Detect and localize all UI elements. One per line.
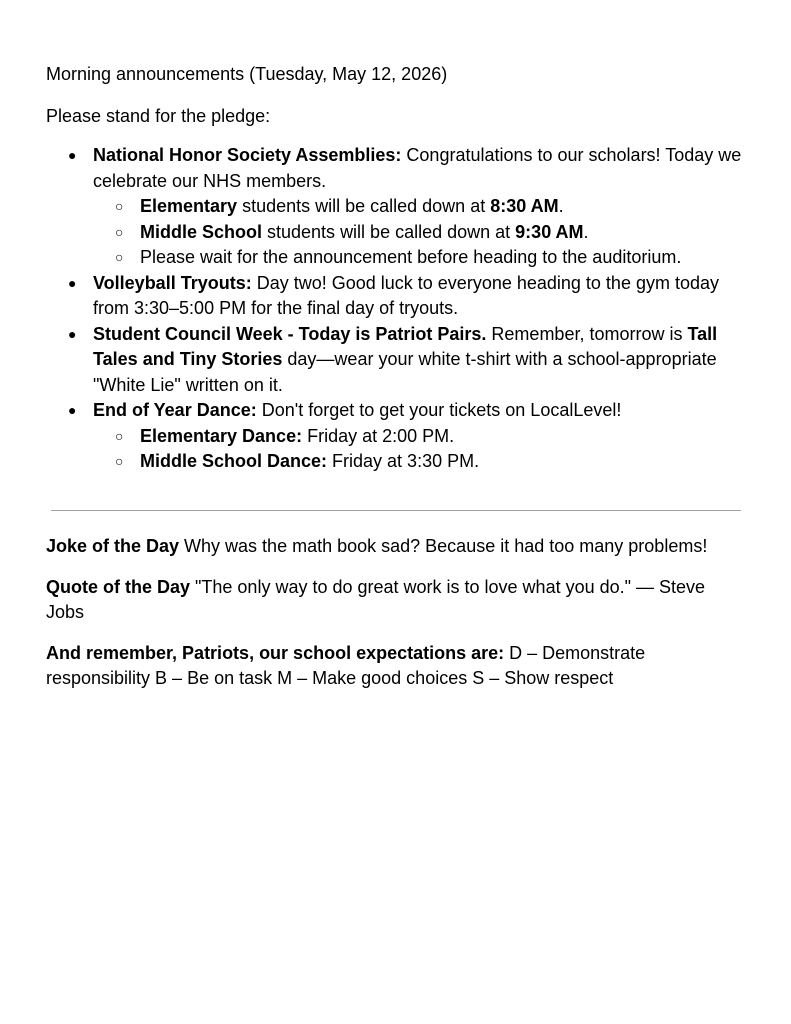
council-text-2: day—wear your white t-shirt with a school-appropriate "White Lie" written on it. <box>93 349 717 395</box>
middle-school-text: students will be called down at <box>262 221 516 242</box>
council-day-name: Tall Tales and Tiny Stories <box>93 323 718 369</box>
sub-item-elementary-dance <box>93 424 746 450</box>
pledge-line: Please stand for the pledge: <box>46 105 271 126</box>
dance-text: Don't forget to get your tickets on LocalLevel! <box>256 400 622 420</box>
sub-item-wait <box>93 245 746 271</box>
expectations-label: And remember, Patriots, our school expectations are: <box>46 642 505 663</box>
list-item-volleyball <box>46 271 746 322</box>
sub-item-middle-school <box>93 220 746 246</box>
list-item-nhs <box>46 143 746 271</box>
announcement-list <box>46 143 746 475</box>
council-text: Remember, tomorrow is <box>486 323 688 344</box>
page-title: Morning announcements (Tuesday, May 12, 2026) <box>46 64 448 84</box>
elementary-dance-label: Elementary Dance: <box>140 425 303 446</box>
sub-item-middle-school-dance <box>93 449 746 475</box>
dance-sublist <box>93 424 746 475</box>
elementary-label: Elementary <box>140 196 238 216</box>
joke-label: Joke of the Day <box>46 536 180 556</box>
horizontal-divider <box>51 510 741 511</box>
list-item-dance <box>46 398 746 475</box>
quote-text: "The only way to do great work is to love what you do." — Steve Jobs <box>46 576 706 622</box>
elementary-end: . <box>558 196 564 216</box>
lower-section <box>46 534 746 707</box>
wait-text: Please wait for the announcement before heading to the auditorium. <box>140 247 682 267</box>
middle-school-dance-text: Friday at 3:30 PM. <box>327 451 480 471</box>
nhs-sublist <box>93 194 746 271</box>
nhs-label: National Honor Society Assemblies: <box>93 145 402 165</box>
volleyball-label: Volleyball Tryouts: <box>93 272 252 293</box>
list-item-student-council <box>46 322 746 399</box>
document-page <box>46 62 746 475</box>
school-expectations <box>46 641 746 692</box>
elementary-text: students will be called down at <box>237 196 491 216</box>
volleyball-text: Day two! Good luck to everyone heading to the gym today from 3:30–5:00 PM for the final day of tryouts. <box>93 272 719 318</box>
joke-text: Why was the math book sad? Because it had too many problems! <box>179 536 708 556</box>
middle-school-label: Middle School <box>140 221 263 242</box>
nhs-text: Congratulations to our scholars! Today we celebrate our NHS members. <box>93 145 742 191</box>
middle-school-dance-label: Middle School Dance: <box>140 451 328 471</box>
elementary-dance-text: Friday at 2:00 PM. <box>302 425 455 446</box>
middle-school-time: 9:30 AM <box>515 221 584 242</box>
middle-school-end: . <box>583 221 589 242</box>
elementary-time: 8:30 AM <box>490 196 559 216</box>
council-label: Student Council Week - Today is Patriot Pairs. <box>93 323 487 344</box>
quote-label: Quote of the Day <box>46 576 191 597</box>
dance-label: End of Year Dance: <box>93 400 257 420</box>
joke-of-the-day <box>46 534 746 560</box>
sub-item-elementary <box>93 194 746 220</box>
expectations-text: D – Demonstrate responsibility B – Be on task M – Make good choices S – Show respect <box>46 642 646 688</box>
quote-of-the-day <box>46 575 746 626</box>
